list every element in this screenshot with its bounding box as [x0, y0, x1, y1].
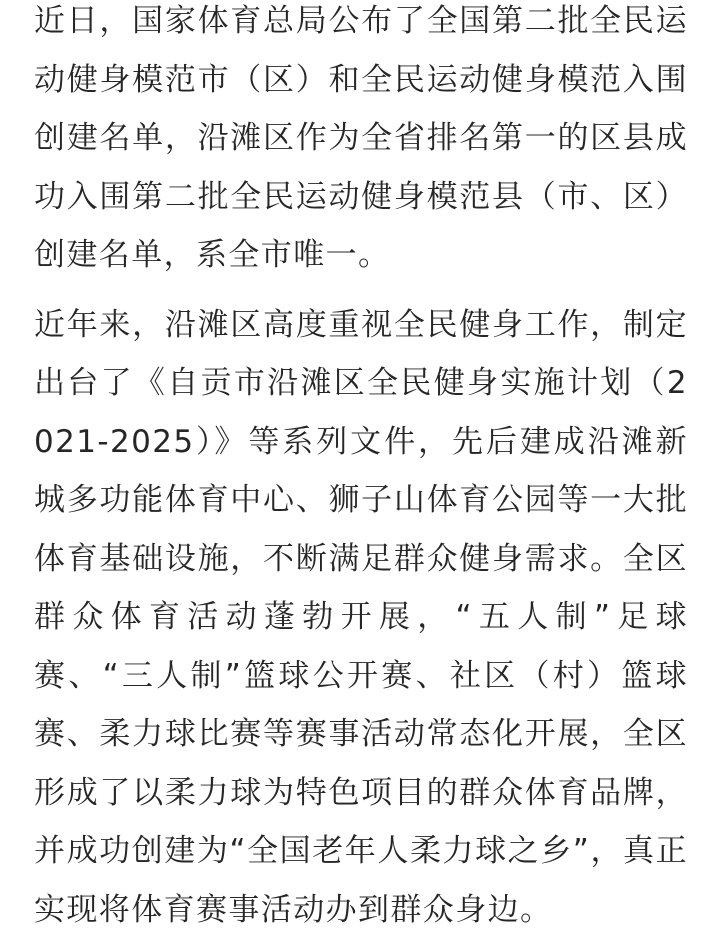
article-paragraph-1: 近日，国家体育总局公布了全国第二批全民运动健身模范市（区）和全民运动健身模范入围创建名单，沿滩区作为全省排名第一的区县成功入围第二批全民运动健身模范县（市、区）创建名单，系全市唯一。 — [34, 0, 688, 285]
article-paragraph-2: 近年来，沿滩区高度重视全民健身工作，制定出台了《自贡市沿滩区全民健身实施计划（2021-2025）》等系列文件，先后建成沿滩新城多功能体育中心、狮子山体育公园等一大批体育基础设施，不断满足群众健身需求。全区群众体育活动蓬勃开展，“五人制”足球赛、“三人制”篮球公开赛、社区（村）篮球赛、柔力球比赛等赛事活动常态化开展，全区形成了以柔力球为特色项目的群众体育品牌，并成功创建为“全国老年人柔力球之乡”，真正实现将体育赛事活动办到群众身边。 — [34, 296, 688, 939]
